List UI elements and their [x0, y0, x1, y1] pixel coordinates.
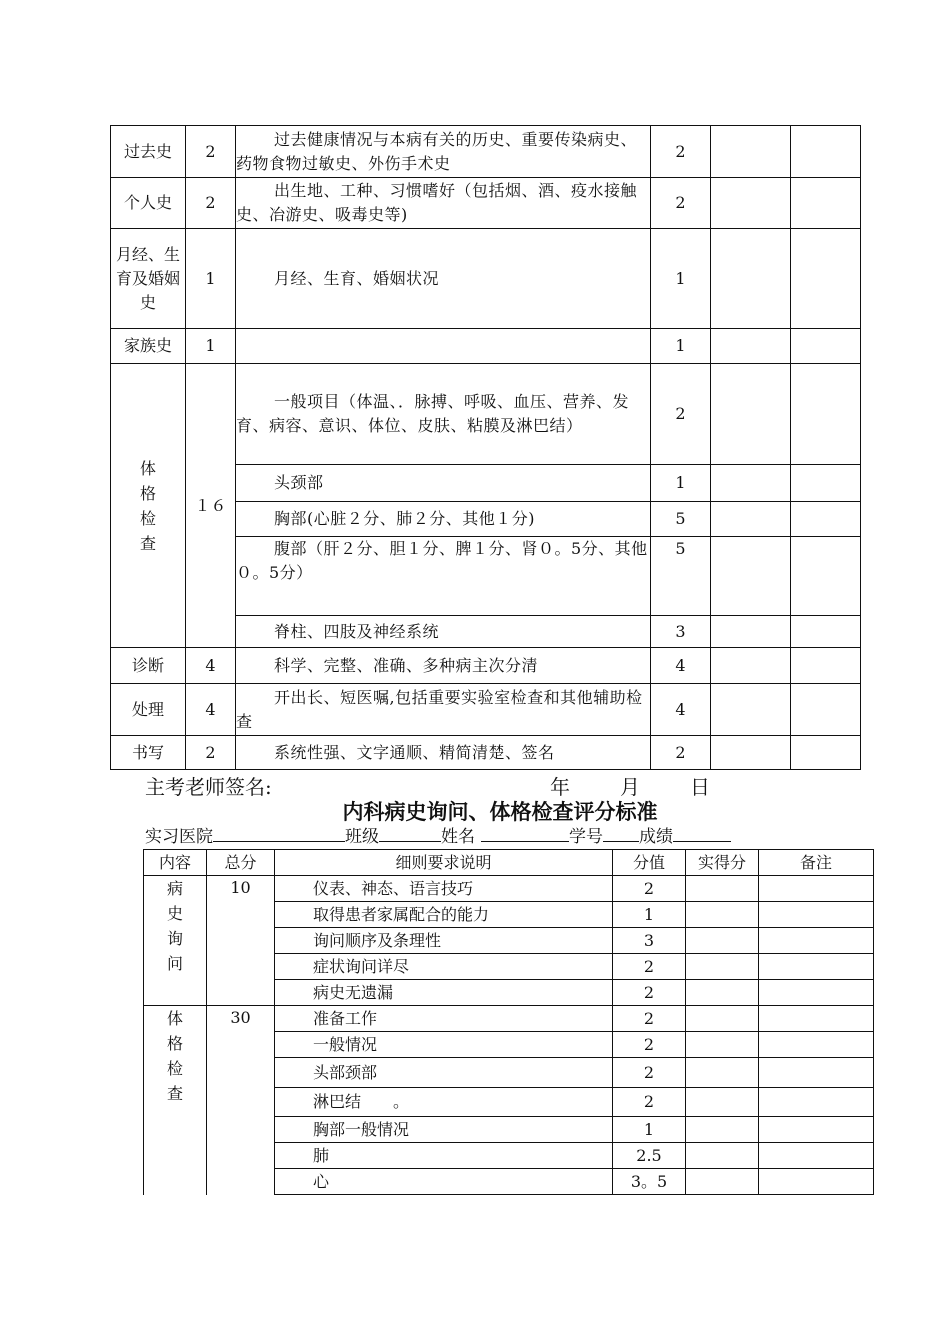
score-cell: 2	[613, 1058, 686, 1088]
score-cell: 3	[613, 928, 686, 954]
content-label: 体格检查	[166, 1009, 183, 1103]
desc-cell: 脊柱、四肢及神经系统	[236, 616, 651, 648]
total-cell: 2	[186, 736, 236, 770]
score-cell: 2	[613, 876, 686, 902]
student-info-line	[145, 825, 731, 848]
item-cell: 过去史	[111, 126, 186, 178]
content-cell	[144, 1006, 207, 1195]
table-row	[144, 876, 874, 902]
actual-score-cell[interactable]	[711, 648, 791, 684]
remark-cell[interactable]	[791, 329, 861, 364]
remark-cell[interactable]	[791, 178, 861, 229]
table-row	[111, 126, 861, 178]
total-cell: 4	[186, 648, 236, 684]
actual-score-cell[interactable]	[686, 1117, 759, 1143]
remark-cell[interactable]	[791, 736, 861, 770]
remark-cell[interactable]	[791, 229, 861, 329]
desc-cell: 头颈部	[236, 465, 651, 502]
remark-cell[interactable]	[791, 364, 861, 465]
score-cell: 1	[651, 329, 711, 364]
item-cell: 月经、生育及婚姻史	[111, 229, 186, 329]
actual-score-cell[interactable]	[686, 1058, 759, 1088]
header-actual-score: 实得分	[686, 850, 759, 876]
total-cell: 2	[186, 178, 236, 229]
desc-cell: 过去健康情况与本病有关的历史、重要传染病史、药物食物过敏史、外伤手术史	[236, 126, 651, 178]
actual-score-cell[interactable]	[686, 980, 759, 1006]
score-cell: 1	[651, 465, 711, 502]
hospital-blank[interactable]	[213, 825, 345, 842]
actual-score-cell[interactable]	[711, 329, 791, 364]
desc-cell: 准备工作	[275, 1006, 613, 1032]
score-cell: 3。5	[613, 1169, 686, 1195]
desc-cell: 科学、完整、准确、多种病主次分清	[236, 648, 651, 684]
remark-cell[interactable]	[791, 126, 861, 178]
remark-cell[interactable]	[759, 876, 874, 902]
table-row	[111, 329, 861, 364]
actual-score-cell[interactable]	[711, 502, 791, 537]
score-cell: 1	[613, 1117, 686, 1143]
desc-cell: 一般情况	[275, 1032, 613, 1058]
actual-score-cell[interactable]	[711, 736, 791, 770]
desc-cell: 淋巴结 。	[275, 1088, 613, 1117]
item-label: 体格检查	[139, 458, 156, 553]
desc-cell: 腹部（肝２分、胆１分、脾１分、肾０。5分、其他０。5分）	[236, 537, 651, 616]
signature-month-label: 月	[620, 775, 640, 799]
desc-cell: 仪表、神态、语言技巧	[275, 876, 613, 902]
remark-cell[interactable]	[759, 1169, 874, 1195]
header-score: 分值	[613, 850, 686, 876]
desc-cell	[236, 329, 651, 364]
total-cell: 30	[207, 1006, 275, 1195]
desc-cell: 头部颈部	[275, 1058, 613, 1088]
signature-year-label: 年	[550, 775, 570, 799]
header-content: 内容	[144, 850, 207, 876]
desc-cell: 肺	[275, 1143, 613, 1169]
total-cell: １６	[186, 364, 236, 648]
score-cell: 4	[651, 684, 711, 736]
score-cell: 5	[651, 537, 711, 616]
remark-cell[interactable]	[759, 1143, 874, 1169]
remark-cell[interactable]	[759, 1117, 874, 1143]
desc-cell: 月经、生育、婚姻状况	[236, 229, 651, 329]
actual-score-cell[interactable]	[711, 126, 791, 178]
actual-score-cell[interactable]	[686, 1088, 759, 1117]
hospital-label: 实习医院	[145, 827, 213, 847]
header-desc: 细则要求说明	[275, 850, 613, 876]
remark-cell[interactable]	[791, 684, 861, 736]
grade-label: 成绩	[639, 827, 673, 847]
desc-cell: 系统性强、文字通顺、精简清楚、签名	[236, 736, 651, 770]
remark-cell[interactable]	[759, 1058, 874, 1088]
item-cell: 家族史	[111, 329, 186, 364]
item-cell	[111, 364, 186, 648]
actual-score-cell[interactable]	[711, 537, 791, 616]
actual-score-cell[interactable]	[711, 465, 791, 502]
desc-cell: 一般项目（体温、．脉搏、呼吸、血压、营养、发育、病容、意识、体位、皮肤、粘膜及淋巴结）	[236, 364, 651, 465]
desc-cell: 病史无遗漏	[275, 980, 613, 1006]
upper-scoring-table	[110, 125, 861, 770]
student-id-blank[interactable]	[603, 825, 639, 842]
score-cell: 2.5	[613, 1143, 686, 1169]
actual-score-cell[interactable]	[711, 684, 791, 736]
score-cell: 4	[651, 648, 711, 684]
actual-score-cell[interactable]	[686, 902, 759, 928]
actual-score-cell[interactable]	[686, 954, 759, 980]
remark-cell[interactable]	[791, 648, 861, 684]
item-cell: 诊断	[111, 648, 186, 684]
score-cell: 2	[613, 1006, 686, 1032]
document-title: 内科病史询问、体格检查评分标准	[342, 800, 658, 824]
remark-cell[interactable]	[791, 465, 861, 502]
remark-cell[interactable]	[759, 1032, 874, 1058]
actual-score-cell[interactable]	[686, 1143, 759, 1169]
header-remark: 备注	[759, 850, 874, 876]
score-cell: 2	[651, 126, 711, 178]
remark-cell[interactable]	[791, 502, 861, 537]
signature-day-label: 日	[690, 775, 710, 799]
desc-cell: 胸部(心脏２分、肺２分、其他１分)	[236, 502, 651, 537]
item-cell: 个人史	[111, 178, 186, 229]
actual-score-cell[interactable]	[711, 178, 791, 229]
table-row	[111, 648, 861, 684]
remark-cell[interactable]	[759, 928, 874, 954]
score-cell: 2	[651, 736, 711, 770]
desc-cell: 心	[275, 1169, 613, 1195]
desc-cell: 询问顺序及条理性	[275, 928, 613, 954]
header-total: 总分	[207, 850, 275, 876]
class-label: 班级	[345, 827, 379, 847]
desc-cell: 开出长、短医嘱,包括重要实验室检查和其他辅助检查	[236, 684, 651, 736]
score-cell: 2	[613, 954, 686, 980]
examiner-signature-label: 主考老师签名:	[145, 775, 272, 799]
score-cell: 1	[613, 902, 686, 928]
content-cell	[144, 876, 207, 1006]
item-cell: 书写	[111, 736, 186, 770]
remark-cell[interactable]	[759, 902, 874, 928]
remark-cell[interactable]	[759, 1006, 874, 1032]
actual-score-cell[interactable]	[686, 1169, 759, 1195]
remark-cell[interactable]	[791, 537, 861, 616]
actual-score-cell[interactable]	[711, 364, 791, 465]
desc-cell: 出生地、工种、习惯嗜好（包括烟、酒、疫水接触史、冶游史、吸毒史等)	[236, 178, 651, 229]
actual-score-cell[interactable]	[711, 616, 791, 648]
table-row	[111, 364, 861, 465]
grade-blank[interactable]	[673, 825, 731, 842]
score-cell: 1	[651, 229, 711, 329]
remark-cell[interactable]	[791, 616, 861, 648]
remark-cell[interactable]	[759, 954, 874, 980]
class-blank[interactable]	[379, 825, 441, 842]
total-cell: 10	[207, 876, 275, 1006]
actual-score-cell[interactable]	[686, 1032, 759, 1058]
header-row	[144, 850, 874, 876]
score-cell: 2	[651, 364, 711, 465]
student-id-label: 学号	[569, 827, 603, 847]
remark-cell[interactable]	[759, 980, 874, 1006]
score-cell: 3	[651, 616, 711, 648]
score-cell: 2	[613, 980, 686, 1006]
table-row	[111, 178, 861, 229]
score-cell: 2	[613, 1088, 686, 1117]
table-row	[111, 736, 861, 770]
actual-score-cell[interactable]	[686, 928, 759, 954]
name-label: 姓名	[441, 827, 475, 847]
actual-score-cell[interactable]	[711, 229, 791, 329]
table-row	[144, 1006, 874, 1032]
total-cell: 4	[186, 684, 236, 736]
table-row	[111, 229, 861, 329]
desc-cell: 症状询问详尽	[275, 954, 613, 980]
total-cell: 1	[186, 329, 236, 364]
score-cell: 2	[613, 1032, 686, 1058]
item-cell: 处理	[111, 684, 186, 736]
total-cell: 2	[186, 126, 236, 178]
desc-cell: 胸部一般情况	[275, 1117, 613, 1143]
lower-scoring-table	[143, 849, 874, 1195]
table-row	[111, 684, 861, 736]
actual-score-cell[interactable]	[686, 876, 759, 902]
content-label: 病史询问	[166, 879, 183, 973]
actual-score-cell[interactable]	[686, 1006, 759, 1032]
name-blank[interactable]	[481, 825, 569, 842]
remark-cell[interactable]	[759, 1088, 874, 1117]
score-cell: 5	[651, 502, 711, 537]
total-cell: 1	[186, 229, 236, 329]
desc-cell: 取得患者家属配合的能力	[275, 902, 613, 928]
score-cell: 2	[651, 178, 711, 229]
